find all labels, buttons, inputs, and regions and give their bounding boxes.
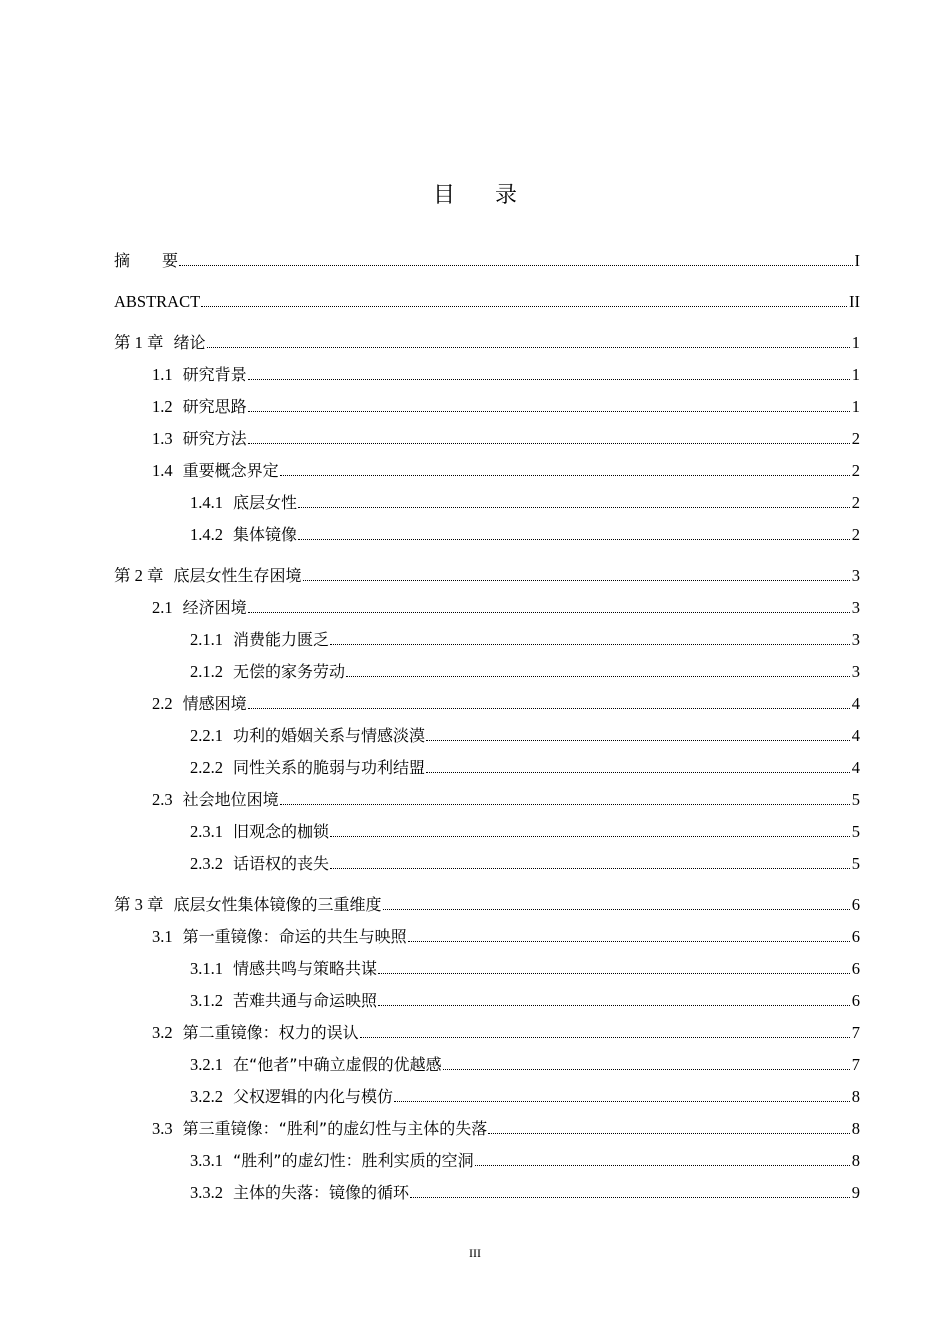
toc-entry-page: 3 — [851, 662, 860, 681]
toc-entry-page: 3 — [851, 566, 860, 585]
dot-leader — [298, 507, 850, 508]
toc-entry-text: 社会地位困境 — [182, 790, 279, 809]
toc-entry-text: 研究背景 — [182, 365, 247, 384]
toc-entry-number: 2.2.2 — [190, 758, 223, 777]
dot-leader — [426, 740, 850, 741]
toc-entry[interactable] — [114, 288, 860, 312]
dot-leader — [298, 539, 850, 540]
dot-leader — [346, 676, 850, 677]
toc-entry[interactable] — [190, 521, 860, 545]
dot-leader — [179, 265, 852, 266]
toc-entry[interactable] — [190, 1083, 860, 1107]
toc-entry-number: 2.3.1 — [190, 822, 223, 841]
dot-leader — [248, 612, 850, 613]
toc-entry-page: 6 — [851, 991, 860, 1010]
dot-leader — [248, 708, 850, 709]
toc-entry-text: 底层女性生存困境 — [173, 566, 302, 585]
toc-entry-text: 同性关系的脆弱与功利结盟 — [233, 758, 426, 777]
toc-entry-page: 3 — [851, 598, 860, 617]
toc-entry-label — [152, 1023, 359, 1043]
toc-entry-text: 摘 要 — [114, 251, 179, 270]
toc-entry-number: 2.2.1 — [190, 726, 223, 745]
toc-entry-label — [190, 1087, 393, 1107]
toc-entry-page: 2 — [851, 461, 860, 480]
dot-leader — [410, 1197, 850, 1198]
toc-entry[interactable] — [190, 658, 860, 682]
toc-entry-label — [114, 566, 302, 586]
toc-entry[interactable] — [190, 818, 860, 842]
toc-entry-text: 研究思路 — [182, 397, 247, 416]
toc-entry[interactable] — [114, 891, 860, 915]
toc-entry-text: 绪论 — [173, 333, 206, 352]
toc-entry-page: 4 — [851, 758, 860, 777]
toc-entry-text: 主体的失落：镜像的循环 — [233, 1183, 410, 1202]
toc-entry-number: 1.4.1 — [190, 493, 223, 512]
toc-entry-label — [190, 1055, 442, 1075]
toc-entry-label — [190, 726, 425, 746]
toc-entry[interactable] — [190, 754, 860, 778]
toc-entry-label — [190, 991, 377, 1011]
toc-entry-number: 第 1 章 — [114, 333, 164, 352]
toc-entry-text: 父权逻辑的内化与模仿 — [233, 1087, 394, 1106]
toc-entry[interactable] — [190, 850, 860, 874]
toc-entry-label — [190, 493, 297, 513]
toc-entry-number: 3.2.2 — [190, 1087, 223, 1106]
toc-entry-number: 3.3 — [152, 1119, 173, 1138]
toc-entry-text: “胜利”的虚幻性：胜利实质的空洞 — [233, 1151, 474, 1170]
toc-entry-text: 第三重镜像：“胜利”的虚幻性与主体的失落 — [182, 1119, 488, 1138]
page-number: III — [469, 1246, 481, 1260]
dot-leader — [280, 804, 850, 805]
toc-entry-text: 底层女性 — [233, 493, 298, 512]
toc-entry-text: ABSTRACT — [114, 292, 201, 311]
toc-entry-text: 在“他者”中确立虚假的优越感 — [233, 1055, 442, 1074]
dot-leader — [330, 836, 850, 837]
toc-entry-label — [190, 758, 425, 778]
toc-entry-number: 2.1.1 — [190, 630, 223, 649]
dot-leader — [248, 411, 850, 412]
toc-entry-page: 1 — [851, 333, 860, 352]
toc-entry-text: 消费能力匮乏 — [233, 630, 330, 649]
toc-entry-number: 3.1.2 — [190, 991, 223, 1010]
toc-entry-label — [190, 1151, 474, 1171]
toc-entry-text: 情感困境 — [182, 694, 247, 713]
dot-leader — [443, 1069, 850, 1070]
toc-entry[interactable] — [190, 955, 860, 979]
toc-entry-text: 话语权的丧失 — [233, 854, 330, 873]
toc-entry-label — [152, 365, 247, 385]
toc-entry-page: 9 — [851, 1183, 860, 1202]
toc-entry-page: 6 — [851, 895, 860, 914]
toc-entry[interactable] — [190, 722, 860, 746]
toc-entry[interactable] — [152, 425, 860, 449]
toc-entry-label — [114, 251, 178, 271]
dot-leader — [248, 379, 850, 380]
toc-entry-text: 功利的婚姻关系与情感淡漠 — [233, 726, 426, 745]
toc-entry-label — [190, 525, 297, 545]
toc-entry-number: 第 3 章 — [114, 895, 164, 914]
toc-entry-page: 4 — [851, 726, 860, 745]
toc-entry-label — [152, 598, 247, 618]
toc-entry-page: 6 — [851, 959, 860, 978]
toc-entry-number: 3.3.1 — [190, 1151, 223, 1170]
toc-entry-number: 3.1 — [152, 927, 173, 946]
toc-entry-page: 2 — [851, 525, 860, 544]
toc-entry-page: II — [849, 292, 860, 311]
toc-entry-number: 2.3.2 — [190, 854, 223, 873]
dot-leader — [383, 909, 850, 910]
toc-entry-text: 经济困境 — [182, 598, 247, 617]
toc-entry[interactable] — [152, 361, 860, 385]
toc-entry-page: 8 — [851, 1087, 860, 1106]
toc-entry-text: 研究方法 — [182, 429, 247, 448]
toc-entry-text: 重要概念界定 — [182, 461, 279, 480]
toc-entry-number: 3.2.1 — [190, 1055, 223, 1074]
dot-leader — [378, 1005, 850, 1006]
toc-entry[interactable] — [190, 1051, 860, 1075]
toc-entry-text: 第一重镜像：命运的共生与映照 — [182, 927, 407, 946]
toc-entry[interactable] — [152, 923, 860, 947]
toc-entry-text: 第二重镜像：权力的误认 — [182, 1023, 359, 1042]
toc-entry-label — [152, 694, 247, 714]
toc-entry-number: 3.2 — [152, 1023, 173, 1042]
toc-entry-number: 3.3.2 — [190, 1183, 223, 1202]
toc-entry[interactable] — [152, 1115, 860, 1139]
toc-entry[interactable] — [114, 329, 860, 353]
toc-entry-text: 底层女性集体镜像的三重维度 — [173, 895, 382, 914]
toc-entry-page: 8 — [851, 1151, 860, 1170]
dot-leader — [408, 941, 850, 942]
toc-entry-number: 2.2 — [152, 694, 173, 713]
toc-entry-page: 6 — [851, 927, 860, 946]
dot-leader — [426, 772, 850, 773]
dot-leader — [207, 347, 850, 348]
toc-entry-page: I — [854, 251, 860, 270]
toc-entry-number: 1.4 — [152, 461, 173, 480]
dot-leader — [488, 1133, 850, 1134]
toc-entry-page: 7 — [851, 1055, 860, 1074]
dot-leader — [201, 306, 847, 307]
toc-title: 目录 — [432, 183, 557, 208]
toc-entry[interactable] — [152, 786, 860, 810]
toc-entry-label — [190, 959, 377, 979]
toc-entry-page: 2 — [851, 429, 860, 448]
dot-leader — [330, 644, 850, 645]
toc-entry-label — [152, 1119, 487, 1139]
toc-entry-number: 1.4.2 — [190, 525, 223, 544]
toc-entry-page: 3 — [851, 630, 860, 649]
toc-entry-page: 1 — [851, 365, 860, 384]
toc-entry-page: 5 — [851, 822, 860, 841]
toc-entry[interactable] — [190, 987, 860, 1011]
toc-entry-text: 无偿的家务劳动 — [233, 662, 346, 681]
toc-entry-label — [114, 333, 206, 353]
toc-entry-number: 1.1 — [152, 365, 173, 384]
toc-entry-label — [152, 429, 247, 449]
toc-entry-page: 5 — [851, 854, 860, 873]
toc-entry-number: 第 2 章 — [114, 566, 164, 585]
dot-leader — [378, 973, 850, 974]
toc-entry-page: 4 — [851, 694, 860, 713]
dot-leader — [248, 443, 850, 444]
dot-leader — [475, 1165, 850, 1166]
toc-entry-number: 2.1.2 — [190, 662, 223, 681]
toc-entry-text: 集体镜像 — [233, 525, 298, 544]
toc-entry-page: 2 — [851, 493, 860, 512]
toc-entry[interactable] — [190, 489, 860, 513]
toc-entry[interactable] — [190, 626, 860, 650]
toc-entry-label — [152, 790, 279, 810]
toc-entry[interactable] — [190, 1179, 860, 1203]
toc-entry-label — [190, 822, 329, 842]
toc-entry-page: 8 — [851, 1119, 860, 1138]
toc-entry[interactable] — [152, 690, 860, 714]
toc-entry-number: 1.3 — [152, 429, 173, 448]
toc-entry-text: 旧观念的枷锁 — [233, 822, 330, 841]
toc-entry-label — [114, 895, 382, 915]
toc-entry-label — [114, 292, 200, 312]
toc-entry[interactable] — [152, 594, 860, 618]
toc-entry[interactable] — [114, 247, 860, 271]
toc-entry[interactable] — [152, 393, 860, 417]
dot-leader — [303, 580, 850, 581]
toc-entry[interactable] — [114, 562, 860, 586]
toc-entry[interactable] — [152, 457, 860, 481]
toc-entry-label — [152, 461, 279, 481]
toc-entry-page: 1 — [851, 397, 860, 416]
toc-entry-label — [190, 630, 329, 650]
toc-entry-text: 情感共鸣与策略共谋 — [233, 959, 378, 978]
dot-leader — [360, 1037, 850, 1038]
toc-entry-number: 1.2 — [152, 397, 173, 416]
toc-entry-text: 苦难共通与命运映照 — [233, 991, 378, 1010]
toc-entry[interactable] — [190, 1147, 860, 1171]
toc-entry-number: 2.3 — [152, 790, 173, 809]
toc-entry-number: 2.1 — [152, 598, 173, 617]
toc-entry-label — [152, 927, 407, 947]
toc-entry-number: 3.1.1 — [190, 959, 223, 978]
toc-entry-label — [190, 854, 329, 874]
dot-leader — [330, 868, 850, 869]
toc-entry-page: 5 — [851, 790, 860, 809]
toc-entry-page: 7 — [851, 1023, 860, 1042]
dot-leader — [394, 1101, 850, 1102]
toc-entry-label — [152, 397, 247, 417]
toc-entry-label — [190, 1183, 409, 1203]
toc-entry-label — [190, 662, 345, 682]
toc-entry[interactable] — [152, 1019, 860, 1043]
dot-leader — [280, 475, 850, 476]
